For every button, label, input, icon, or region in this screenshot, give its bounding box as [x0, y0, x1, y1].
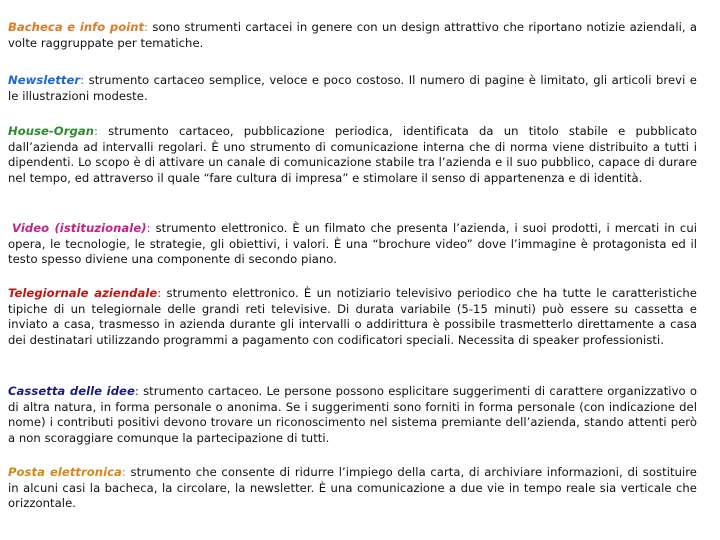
- paragraph-house-organ: [8, 124, 697, 186]
- term-title: Telegiornale aziendale: [8, 286, 158, 300]
- term-title: Posta elettronica: [8, 465, 122, 479]
- term-title: Newsletter: [8, 73, 81, 87]
- term-separator: :: [94, 124, 98, 138]
- term-description: strumento elettronico. È un notiziario televisivo periodico che ha tutte le caratteristiche tipiche di un telegiornale delle grandi reti televisive. Di durata variabile (5-15 minuti) può essere su cassetta e inviato a casa, trasmesso in azienda durante gli intervalli o addirittura è possibile trasmetterlo direttamente a casa dei destinatari utilizzando programmi a pagamento con codificatori speciali. Necessita di speaker professionisti.: [8, 286, 697, 347]
- term-title: House-Organ: [8, 124, 94, 138]
- paragraph-cassetta-idee: [8, 384, 697, 446]
- term-description: strumento elettronico. È un filmato che presenta l’azienda, i suoi prodotti, i mercati in cui opera, le tecnologie, le strategie, gli obiettivi, i valori. È una “brochure video” dove l’immagine è protagonista ed il testo spesso diviene una componente di secondo piano.: [8, 221, 697, 267]
- paragraph-telegiornale: [8, 286, 697, 348]
- term-separator: :: [146, 221, 151, 235]
- paragraph-video: [8, 221, 697, 268]
- term-description: strumento cartaceo semplice, veloce e poco costoso. Il numero di pagine è limitato, gli articoli brevi e le illustrazioni modeste.: [8, 73, 697, 103]
- paragraph-newsletter: [8, 73, 697, 104]
- paragraph-bacheca: [8, 20, 697, 51]
- term-description: strumento cartaceo. Le persone possono esplicitare suggerimenti di carattere organizzativo o di altra natura, in forma personale o anonima. Se i suggerimenti sono forniti in forma personale (con indicazione del nome) i contributi positivi devono trovare un riconoscimento nel sistema premiante dell’azienda, stando attenti però a non scoraggiare comunque la partecipazione di tutti.: [8, 384, 697, 445]
- term-separator: :: [144, 20, 149, 34]
- term-title: Bacheca e info point: [8, 20, 145, 34]
- term-description: strumento che consente di ridurre l’impiego della carta, di archiviare informazioni, di sostituire in alcuni casi la bacheca, la circolare, la newsletter. È una comunicazione a due vie in tempo reale sia verticale che orizzontale.: [8, 465, 697, 511]
- paragraph-posta-elettronica: [8, 465, 697, 512]
- term-title: Video (istituzionale): [12, 221, 147, 235]
- term-separator: :: [121, 465, 126, 479]
- term-description: sono strumenti cartacei in genere con un design attrattivo che riportano notizie aziendali, a volte raggruppate per tematiche.: [8, 20, 697, 50]
- term-description: strumento cartaceo, pubblicazione periodica, identificata da un titolo stabile e pubblicato dall’azienda ad intervalli regolari. È uno strumento di comunicazione interna che di norma viene distribuito a tutti i dipendenti. Lo scopo è di attivare un canale di comunicazione stabile tra l’azienda e il suo pubblico, capace di durare nel tempo, ed attraverso il quale “fare cultura di impresa” e stimolare il senso di appartenenza e di identità.: [8, 124, 697, 185]
- term-title: Cassetta delle idee: [8, 384, 135, 398]
- term-separator: :: [157, 286, 162, 300]
- term-separator: :: [80, 73, 85, 87]
- term-separator: :: [134, 384, 139, 398]
